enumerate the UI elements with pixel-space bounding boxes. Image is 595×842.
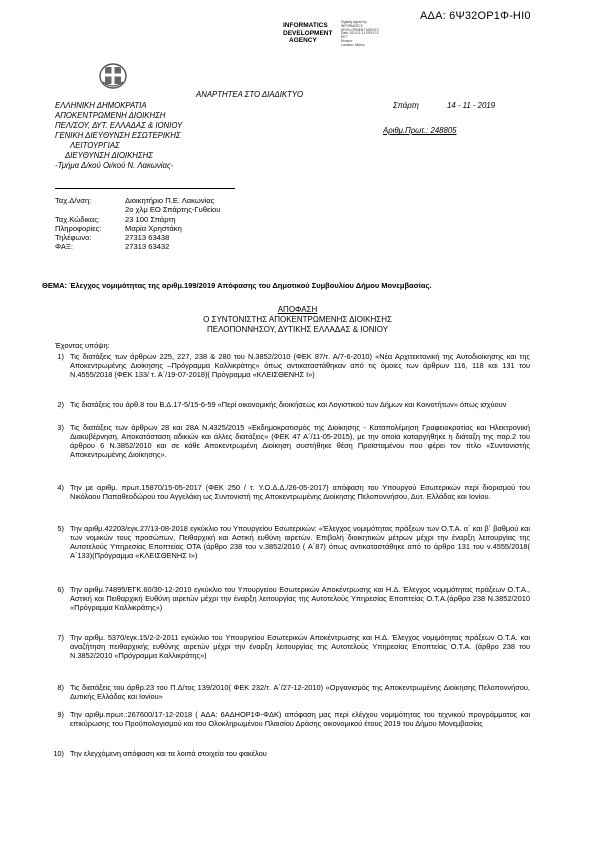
recipient-value: 2ο χλμ ΕΟ Σπάρτης-Γυθείου	[125, 205, 221, 215]
considering-label: Έχοντας υπόψη:	[55, 341, 110, 350]
item-text: Τις διατάξεις του άρθρ.23 του Π.Δ/τος 139/2010( ΦΕΚ 232/τ. Α΄/27-12-2010) «Οργανισμός της Αποκεντρωμένης Διοίκησης Πελοποννήσου, Δυτικής Ελλάδας και Ιονίου»	[70, 683, 530, 702]
item-text: Την αριθμ.πρωτ.:267600/17-12-2018 ( ΑΔΑ: 6ΑΔΗΟΡ1Φ-ΦΔΚ) απόφαση μας περί ελέγχου νομιμότητας του τεχνικού προγράμματος και επικύρωσης του Προϋπολογισμού και του Ολοκληρωμένου Πλαισίου Δράσης οικονομικού έτους 2019 του Δήμου Μονεμβασίας	[70, 710, 530, 729]
subject-line: ΘΕΜΑ: Έλεγχος νομιμότητας της αριθμ.199/2019 Απόφασης του Δημοτικού Συμβουλίου Δήμου Μονεμβασίας.	[42, 281, 432, 290]
digital-signature	[341, 21, 393, 48]
place-label: Σπάρτη	[393, 101, 419, 110]
recipient-row	[55, 215, 295, 224]
list-item	[53, 749, 530, 758]
list-item	[57, 710, 530, 729]
item-number: 1)	[57, 352, 64, 361]
item-text: Τις διατάξεις του άρθ.8 του Β.Δ.17-5/15-6-59 «Περί οικονομικής διοικήσεως και Λογιστικού των Δήμων και Κοινοτήτων» όπως ισχύουν	[70, 400, 507, 409]
posted-online-notice: ΑΝΑΡΤΗΤΕΑ ΣΤΟ ΔΙΑΔΙΚΤΥΟ	[196, 90, 304, 99]
signature-line: DEVELOPMENT AGENCY	[341, 27, 380, 32]
admin-line-2: ΠΕΛ/ΣΟΥ, ΔΥΤ. ΕΛΛΑΔΑΣ & ΙΟΝΙΟΥ	[55, 121, 183, 130]
list-item	[57, 423, 530, 460]
recipient-value: 27313 63432	[125, 242, 170, 252]
recipient-label: Ταχ.Κώδικας:	[55, 214, 100, 224]
list-item	[57, 352, 530, 380]
recipient-row	[55, 224, 295, 233]
date-label: 14 - 11 - 2019	[447, 101, 495, 110]
decision-subtitle-1: Ο ΣΥΝΤΟΝΙΣΤΗΣ ΑΠΟΚΕΝΤΡΩΜΕΝΗΣ ΔΙΟΙΚΗΣΗΣ	[203, 315, 392, 324]
recipient-value: Μαρία Χρηστάκη	[125, 223, 182, 233]
decision-title: ΑΠΟΦΑΣΗ	[277, 305, 318, 314]
decision-heading	[0, 305, 595, 335]
recipient-value: Διοικητήριο Π.Ε. Λακωνίας	[125, 196, 215, 205]
signature-line: INFORMATICS	[341, 23, 363, 28]
item-text: Τις διατάξεις των άρθρων 28 και 28Α Ν.4325/2015 «Εκδημοκρατισμός της Διοίκησης - Καταπολέμηση Γραφειοκρατίας και Ηλεκτρονική Διακυβέρνηση. Αποκατάσταση αδικιών και άλλες διατάξεις» (ΦΕΚ 47 Α΄/11-05-2015), με την οποία καταργήθηκε η διάταξη της παρ.2 του άρθρου 6 Ν.3852/2010 και σε κάθε Αποκεντρωμένη Διοίκηση συστήθηκε θέση Προϊσταμένου που φέρει τον τίτλο «Συντονιστής Αποκεντρωμένης Διοίκησης».	[70, 423, 530, 460]
ida-logo-line-2: DEVELOPMENT	[283, 29, 333, 37]
ida-logo-line-3: AGENCY	[289, 37, 317, 44]
item-number: 6)	[57, 585, 64, 594]
recipient-block	[55, 196, 295, 254]
list-item	[57, 683, 530, 702]
general-directorate-line-2: ΛΕΙΤΟΥΡΓΙΑΣ	[70, 141, 120, 150]
item-number: 9)	[57, 710, 64, 719]
item-number: 5)	[57, 524, 64, 533]
item-number: 4)	[57, 483, 64, 492]
item-number: 2)	[57, 400, 64, 409]
item-text: Την αριθμ. 5370/εγκ.15/2-2-2011 εγκύκλιο του Υπουργείου Εσωτερικών Αποκέντρωσης και Η.Δ. Έλεγχος νομιμότητας πράξεων Ο.Τ.Α. και αναζήτηση πειθαρχικής ευθύνης αιρετών μέχρι την έναρξη λειτουργίας της Αυτοτελούς Υπηρεσίας Εποπτείας Ο.Τ.Α. (άρθρο 238 του Ν.3852/2010 «Πρόγραμμα Καλλικράτης»)	[70, 633, 530, 661]
header-divider	[55, 188, 235, 189]
item-number: 8)	[57, 683, 64, 692]
list-item	[57, 585, 530, 613]
signature-line: Digitally signed by	[341, 20, 367, 24]
republic-label: ΕΛΛΗΝΙΚΗ ΔΗΜΟΚΡΑΤΙΑ	[55, 101, 147, 110]
recipient-row	[55, 196, 295, 205]
recipient-label: ΦΑΞ:	[55, 242, 73, 252]
recipient-row	[55, 233, 295, 242]
item-text: Τις διατάξεις των άρθρων 225, 227, 238 & 280 του Ν.3852/2010 (ΦΕΚ 87/τ. Α/7-6-2010) «Νέα Αρχιτεκτονική της Αυτοδιοίκησης και της Αποκεντρωμένης Διοίκησης –Πρόγραμμα Καλλικράτης» όπως αντικαταστάθηκαν από τις όμοιες των άρθρων 116, 118 και 131 του Ν.4555/2018 (ΦΕΚ 133/ τ. Α΄/19-07-2018)( Πρόγραμμα «ΚΛΕΙΣΘΕΝΗΣ Ι»)	[70, 352, 530, 380]
recipient-row	[55, 205, 295, 214]
ida-logo-line-1: INFORMATICS	[283, 22, 328, 29]
item-text: Την αριθμ.42203/εγκ.27/13-08-2018 εγκύκλιο του Υπουργείου Εσωτερικών: «Έλεγχος νομιμότητας πράξεων των Ο.Τ.Α. α΄ και β΄ βαθμού και των νομικών τους προσώπων, Πειθαρχική και Αστική ευθύνη αιρετών. Επιβολή διοικητικών μέτρων μέχρι την έναρξη λειτουργίας της Αυτοτελούς Υπηρεσίας Εποπτείας ΟΤΑ (άρθρο 238 του ν.3852/2010 ( Α΄87) όπως αντικαταστάθηκε από το άρθρο 131 του ν.4555/2018( Α΄133)(Πρόγραμμα «ΚΛΕΙΣΘΕΝΗΣ Ι»)	[70, 524, 530, 561]
recipient-row	[55, 242, 295, 251]
signature-line: Location: Athens	[341, 42, 365, 47]
decision-subtitle-2: ΠΕΛΟΠΟΝΝΗΣΟΥ, ΔΥΤΙΚΗΣ ΕΛΛΑΔΑΣ & ΙΟΝΙΟΥ	[206, 325, 389, 334]
ada-code: ΑΔΑ: 6Ψ32ΟΡ1Φ-ΗΙ0	[420, 10, 531, 22]
greek-emblem-icon	[98, 60, 128, 90]
list-item	[57, 483, 530, 502]
admin-line-1: ΑΠΟΚΕΝΤΡΩΜΕΝΗ ΔΙΟΙΚΗΣΗ	[55, 111, 166, 120]
item-number: 10)	[53, 749, 64, 758]
item-text: Την ελεγχόμενη απόφαση και τα λοιπά στοιχεία του φακέλου	[70, 749, 267, 758]
item-text: Την με αριθμ. πρωτ.15870/15-05-2017 (ΦΕΚ 250 / τ. Υ.Ο.Δ.Δ./26-05-2017) απόφαση του Υπουργού Εσωτερικών περί διορισμού του Νικόλαου Παπαθεοδώρου του Αγγελάκη ως Συντονιστή της Αποκεντρωμένης Διοίκησης Πελοποννήσου, Δυτ. Ελλάδας και Ιονίου.	[70, 483, 530, 502]
item-text: Την αριθμ.74895/ΕΓΚ.60/30-12-2010 εγκύκλιο του Υπουργείου Εσωτερικών Αποκέντρωσης και Η.Δ. Έλεγχος νομιμότητας πράξεων Ο.Τ.Α., Αστική και Πειθαρχική Ευθύνη αιρετών μέχρι την έναρξη λειτουργίας της Αυτοτελούς Υπηρεσίας Εποπτείας Ο.Τ.Α.(άρθρο 238 Ν.3852/2010 «Πρόγραμμα Καλλικράτης»)	[70, 585, 530, 613]
item-number: 3)	[57, 423, 64, 432]
signature-line: EET	[341, 35, 348, 40]
protocol-number: Αριθμ.Πρωτ.: 248805	[383, 126, 457, 135]
item-number: 7)	[57, 633, 64, 642]
list-item	[57, 633, 530, 661]
recipient-label: Ταχ.Δ/νση:	[55, 196, 92, 205]
recipient-label: Πληροφορίες:	[55, 223, 102, 233]
department-label: -Τμήμα Δ/κού Οι/κού Ν. Λακωνίας-	[55, 161, 174, 170]
list-item	[57, 524, 530, 561]
recipient-value: 23 100 Σπάρτη	[125, 214, 176, 224]
signature-line: Date: 2019.11.14 09:51:13	[341, 31, 379, 36]
recipient-label: Τηλέφωνο:	[55, 233, 92, 243]
list-item	[57, 400, 530, 409]
directorate-label: ΔΙΕΥΘΥΝΣΗ ΔΙΟΙΚΗΣΗΣ	[65, 151, 153, 160]
recipient-value: 27313 63438	[125, 233, 170, 243]
signature-line: Reason:	[341, 38, 353, 43]
general-directorate-line-1: ΓΕΝΙΚΗ ΔΙΕΥΘΥΝΣΗ ΕΣΩΤΕΡΙΚΗΣ	[55, 131, 181, 140]
